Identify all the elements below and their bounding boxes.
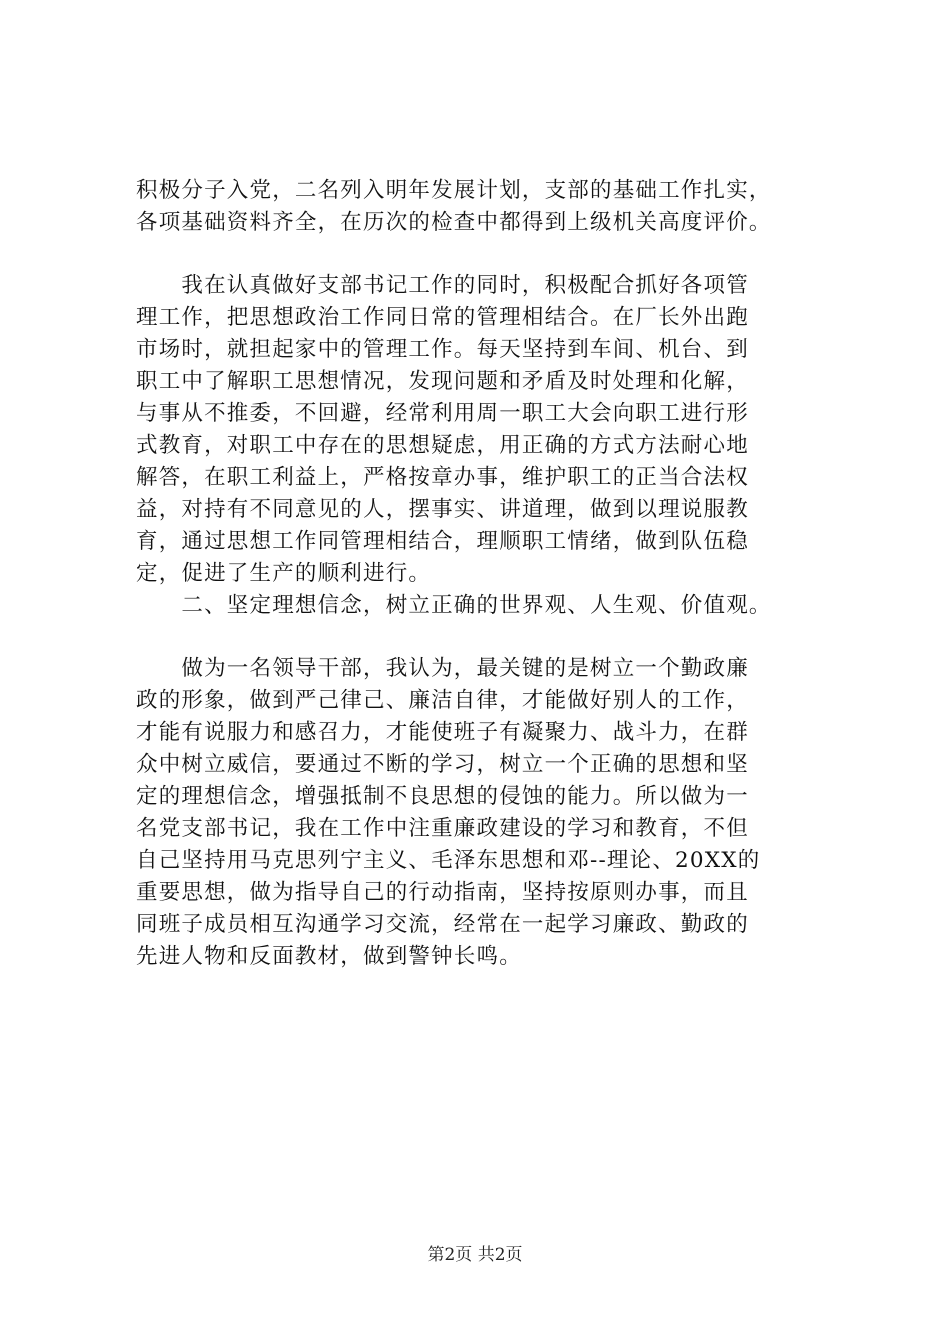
- text-line: 定，促进了生产的顺利进行。: [136, 561, 432, 586]
- text-line: 自己坚持用马克思列宁主义、毛泽东思想和邓--理论、20XX的: [136, 848, 761, 873]
- text-line: 理工作，把思想政治工作同日常的管理相结合。在厂长外出跑: [136, 305, 749, 330]
- paragraph-1: [136, 175, 836, 239]
- text-line: 市场时，就担起家中的管理工作。每天坚持到车间、机台、到: [136, 337, 749, 362]
- text-line: 积极分子入党，二名列入明年发展计划，支部的基础工作扎实，: [136, 178, 772, 203]
- text-line: 才能有说服力和感召力，才能使班子有凝聚力、战斗力，在群: [136, 720, 749, 745]
- paragraph-3: [136, 653, 836, 973]
- text-line: 做为一名领导干部，我认为，最关键的是树立一个勤政廉: [136, 656, 749, 681]
- text-line: 定的理想信念，增强抵制不良思想的侵蚀的能力。所以做为一: [136, 784, 749, 809]
- text-line: 政的形象，做到严己律己、廉洁自律，才能做好别人的工作，: [136, 688, 749, 713]
- text-line: 重要思想，做为指导自己的行动指南，坚持按原则办事，而且: [136, 880, 749, 905]
- text-line: 众中树立威信，要通过不断的学习，树立一个正确的思想和坚: [136, 752, 749, 777]
- section-heading: 二、坚定理想信念，树立正确的世界观、人生观、价值观。: [136, 593, 772, 618]
- paragraph-gap: [136, 622, 836, 653]
- text-line: 益，对持有不同意见的人，摆事实、讲道理，做到以理说服教: [136, 497, 749, 522]
- text-line: 各项基础资料齐全，在历次的检查中都得到上级机关高度评价。: [136, 210, 772, 235]
- text-line: 名党支部书记，我在工作中注重廉政建设的学习和教育，不但: [136, 816, 749, 841]
- text-line: 先进人物和反面教材，做到警钟长鸣。: [136, 944, 522, 969]
- text-line: 与事从不推委，不回避，经常利用周一职工大会向职工进行形: [136, 401, 749, 426]
- text-line: 同班子成员相互沟通学习交流，经常在一起学习廉政、勤政的: [136, 912, 749, 937]
- text-line: 我在认真做好支部书记工作的同时，积极配合抓好各项管: [136, 273, 749, 298]
- paragraph-gap: [136, 239, 836, 270]
- text-line: 解答，在职工利益上，严格按章办事，维护职工的正当合法权: [136, 465, 749, 490]
- text-line: 式教育，对职工中存在的思想疑虑，用正确的方式方法耐心地: [136, 433, 749, 458]
- text-line: 育，通过思想工作同管理相结合，理顺职工情绪，做到队伍稳: [136, 529, 749, 554]
- paragraph-2: [136, 270, 836, 622]
- text-line: 职工中了解职工思想情况，发现问题和矛盾及时处理和化解，: [136, 369, 749, 394]
- page-number-footer: 第2页 共2页: [427, 1245, 523, 1265]
- document-body: [136, 175, 836, 973]
